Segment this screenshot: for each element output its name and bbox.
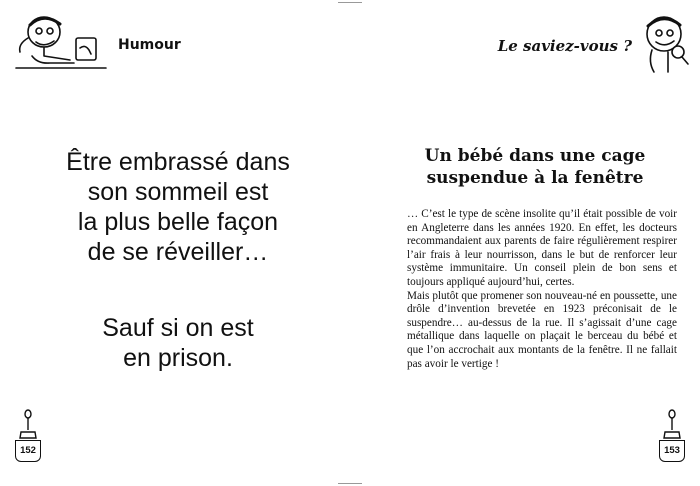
quote-line: son sommeil est: [87, 178, 269, 206]
quote-punchline: [28, 313, 328, 373]
quote-line: Être embrassé dans: [66, 148, 290, 176]
lamp-icon: [660, 408, 686, 440]
article-title-line: suspendue à la fenêtre: [426, 168, 644, 188]
cartoon-man-with-magnifying-glass-icon: [638, 8, 690, 74]
quote-main: [28, 147, 328, 267]
section-header: Le saviez-vous ?: [497, 37, 632, 55]
quote-line: de se réveiller…: [87, 238, 269, 266]
cartoon-man-with-laptop-icon: [14, 8, 110, 74]
page-number-badge: [659, 408, 685, 462]
article-title: [410, 145, 660, 189]
article-paragraph: … C’est le type de scène insolite qu’il était possible de voir en Angleterre dans les années 1920. En effet, les docteurs recommandaient aux parents de faire régulièrement respirer l’air frais à leur nourrisson, dans le but de renforcer leur système immunitaire. Un conseil plein de bon sens et toujours appliqué aujourd’hui, certes.: [407, 208, 677, 288]
article-paragraph: Mais plutôt que promener son nouveau-né en poussette, une drôle d’invention brevetée en 1923 préconisait de le suspendre… au-dessus de la rue. Il s’agissait d’une cage métallique dans laquelle on plaçait le berceau du bébé et que l’on accrochait aux montants de la fenêtre. Il ne fallait pas avoir le vertige !: [407, 289, 677, 370]
lamp-icon: [16, 408, 42, 440]
quote-line: la plus belle façon: [77, 208, 279, 236]
section-header: Humour: [118, 37, 181, 53]
article-title-line: Un bébé dans une cage: [424, 146, 646, 166]
page-number: 152: [15, 440, 41, 462]
quote-line: Sauf si on est: [102, 314, 254, 342]
page-number-badge: [15, 408, 41, 462]
page-number: 153: [659, 440, 685, 462]
quote-line: en prison.: [123, 344, 233, 372]
right-page: [350, 0, 700, 486]
article-body: [407, 208, 677, 371]
